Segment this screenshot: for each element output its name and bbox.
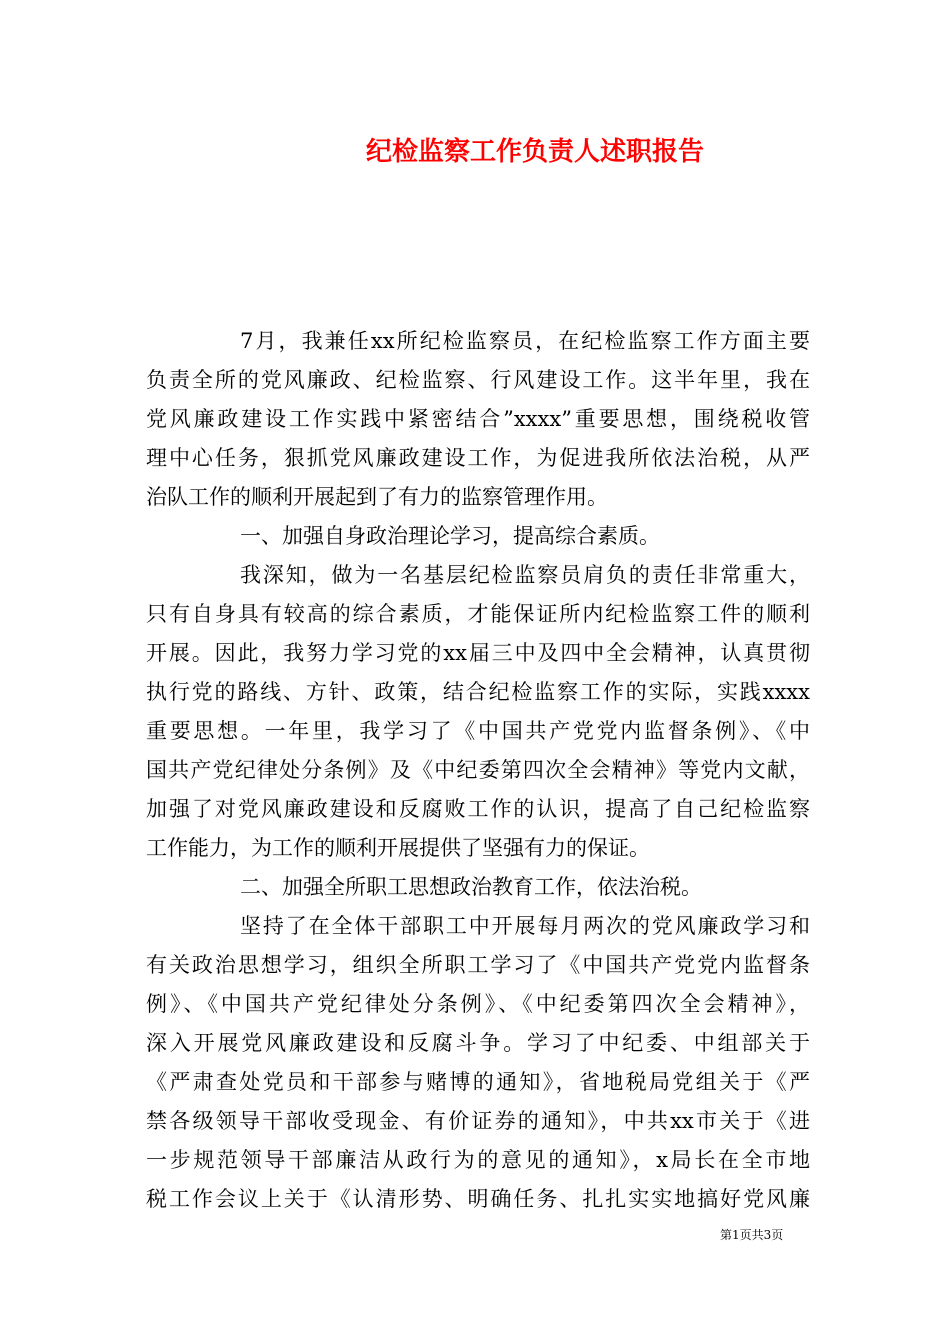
body-line: 我深知，做为一名基层纪检监察员肩负的责任非常重大， bbox=[240, 563, 810, 587]
body-line: 一步规范领导干部廉洁从政行为的意见的通知》，x局长在全市地 bbox=[146, 1148, 810, 1172]
body-line: 负责全所的党风廉政、纪检监察、行风建设工作。这半年里，我在 bbox=[146, 368, 810, 392]
body-line: 工作能力，为工作的顺利开展提供了坚强有力的保证。 bbox=[146, 836, 650, 860]
section-heading: 二、加强全所职工思想政治教育工作，依法治税。 bbox=[240, 875, 702, 899]
body-line: 开展。因此，我努力学习党的xx届三中及四中全会精神，认真贯彻 bbox=[146, 641, 810, 665]
body-line: 坚持了在全体干部职工中开展每月两次的党风廉政学习和 bbox=[240, 914, 810, 938]
body-line: 税工作会议上关于《认清形势、明确任务、扎扎实实地搞好党风廉 bbox=[146, 1187, 810, 1211]
body-line: 深入开展党风廉政建设和反腐斗争。学习了中纪委、中组部关于 bbox=[146, 1031, 810, 1055]
body-line: 治队工作的顺利开展起到了有力的监察管理作用。 bbox=[146, 485, 608, 509]
section-heading: 一、加强自身政治理论学习，提高综合素质。 bbox=[240, 524, 660, 548]
body-line: 加强了对党风廉政建设和反腐败工作的认识，提高了自己纪检监察 bbox=[146, 797, 810, 821]
body-line: 《严肃查处党员和干部参与赌博的通知》，省地税局党组关于《严 bbox=[146, 1070, 810, 1094]
body-line: 有关政治思想学习，组织全所职工学习了《中国共产党党内监督条 bbox=[146, 953, 810, 977]
body-line: 只有自身具有较高的综合素质，才能保证所内纪检监察工件的顺利 bbox=[146, 602, 810, 626]
body-line: 国共产党纪律处分条例》及《中纪委第四次全会精神》等党内文献， bbox=[146, 758, 810, 782]
document-title: 纪检监察工作负责人述职报告 bbox=[365, 137, 704, 167]
body-line: 党风廉政建设工作实践中紧密结合”xxxx”重要思想，围绕税收管 bbox=[146, 407, 810, 431]
body-line: 理中心任务，狠抓党风廉政建设工作，为促进我所依法治税，从严 bbox=[146, 446, 810, 470]
body-line: 例》、《中国共产党纪律处分条例》、《中纪委第四次全会精神》， bbox=[146, 992, 810, 1016]
body-line: 7月，我兼任xx所纪检监察员，在纪检监察工作方面主要 bbox=[240, 329, 810, 353]
body-line: 重要思想。一年里，我学习了《中国共产党党内监督条例》、《中 bbox=[146, 719, 810, 743]
body-line: 执行党的路线、方针、政策，结合纪检监察工作的实际，实践xxxx bbox=[146, 680, 810, 704]
page-number: 第1页共3页 bbox=[720, 1228, 784, 1242]
body-line: 禁各级领导干部收受现金、有价证券的通知》，中共xx市关于《进 bbox=[146, 1109, 810, 1133]
